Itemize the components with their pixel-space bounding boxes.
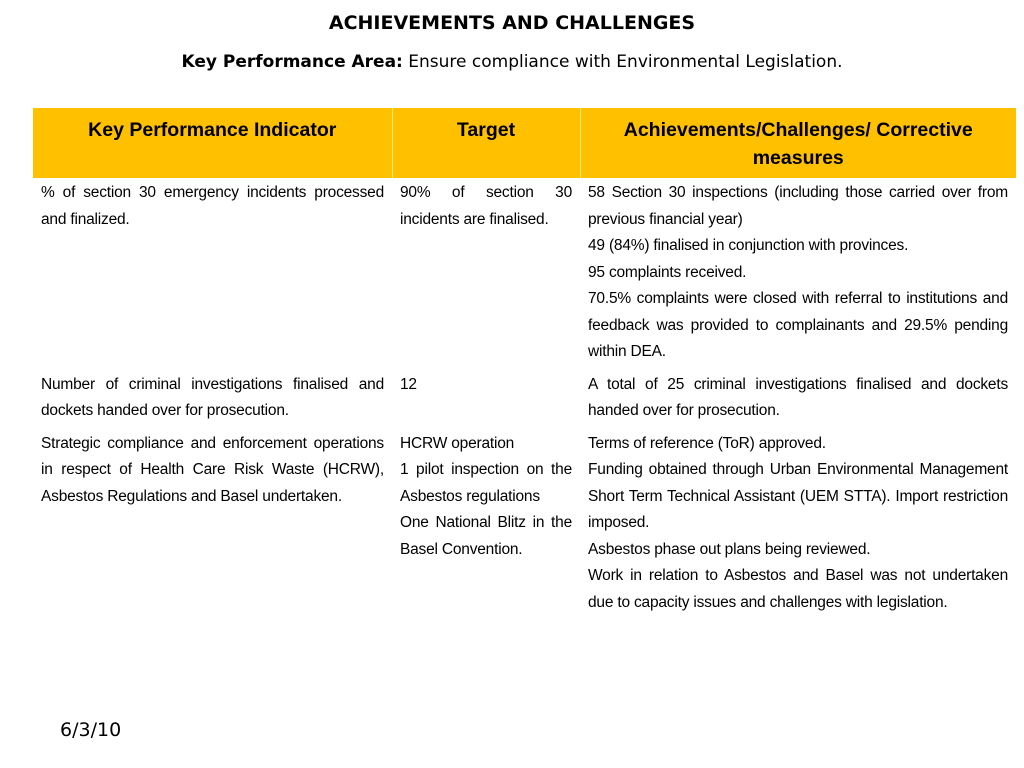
kpa-label: Key Performance Area: [181, 52, 403, 72]
cell-indicator [33, 429, 392, 621]
cell-achievements-line: 58 Section 30 inspections (including those carried over from previous financial year) [588, 184, 1008, 228]
cell-achievements [580, 370, 1016, 429]
cell-target-line: 1 pilot inspection on the Asbestos regulations [400, 461, 572, 505]
page-title: ACHIEVEMENTS AND CHALLENGES [328, 12, 696, 34]
kpi-table [33, 108, 1016, 620]
cell-target-line: 90% of section 30 incidents are finalised. [400, 184, 572, 228]
cell-achievements-line: A total of 25 criminal investigations finalised and dockets handed over for prosecution. [588, 375, 1008, 419]
table-row [33, 370, 1016, 429]
cell-indicator-line: % of section 30 emergency incidents processed and finalized. [41, 184, 384, 228]
cell-indicator [33, 178, 392, 370]
table-header [33, 108, 1016, 178]
cell-achievements [580, 178, 1016, 370]
cell-target-line: HCRW operation [400, 434, 515, 452]
header-indicator: Key Performance Indicator [33, 108, 392, 178]
kpa-text: Ensure compliance with Environmental Legislation. [408, 52, 843, 72]
cell-achievements-line: 95 complaints received. [588, 263, 747, 281]
cell-target [392, 429, 580, 621]
cell-achievements-line: 70.5% complaints were closed with referral to institutions and feedback was provided to complainants and 29.5% pending within DEA. [588, 290, 1008, 360]
cell-indicator [33, 370, 392, 429]
cell-target [392, 370, 580, 429]
cell-achievements-line: Asbestos phase out plans being reviewed. [588, 540, 871, 558]
cell-achievements-line: Funding obtained through Urban Environmental Management Short Term Technical Assistant (UEM STTA). Import restriction imposed. [588, 461, 1008, 531]
table-row [33, 429, 1016, 621]
cell-indicator-line: Strategic compliance and enforcement operations in respect of Health Care Risk Waste (HCRW), Asbestos Regulations and Basel undertaken. [41, 434, 384, 505]
table-body [33, 178, 1016, 620]
table-row [33, 178, 1016, 370]
page-subtitle [0, 52, 1024, 72]
cell-indicator-line: Number of criminal investigations finalised and dockets handed over for prosecution. [41, 375, 384, 419]
cell-target-line: 12 [400, 375, 417, 393]
header-target: Target [392, 108, 580, 178]
cell-achievements-line: Work in relation to Asbestos and Basel was not undertaken due to capacity issues and challenges with legislation. [588, 567, 1008, 611]
footer-date: 6/3/10 [60, 719, 122, 741]
cell-target [392, 178, 580, 370]
cell-achievements-line: Terms of reference (ToR) approved. [588, 434, 826, 452]
cell-achievements [580, 429, 1016, 621]
cell-achievements-line: 49 (84%) finalised in conjunction with provinces. [588, 237, 909, 254]
header-row [33, 108, 1016, 178]
header-achievements: Achievements/Challenges/ Corrective measures [580, 108, 1016, 178]
cell-target-line: One National Blitz in the Basel Convention. [400, 514, 572, 558]
